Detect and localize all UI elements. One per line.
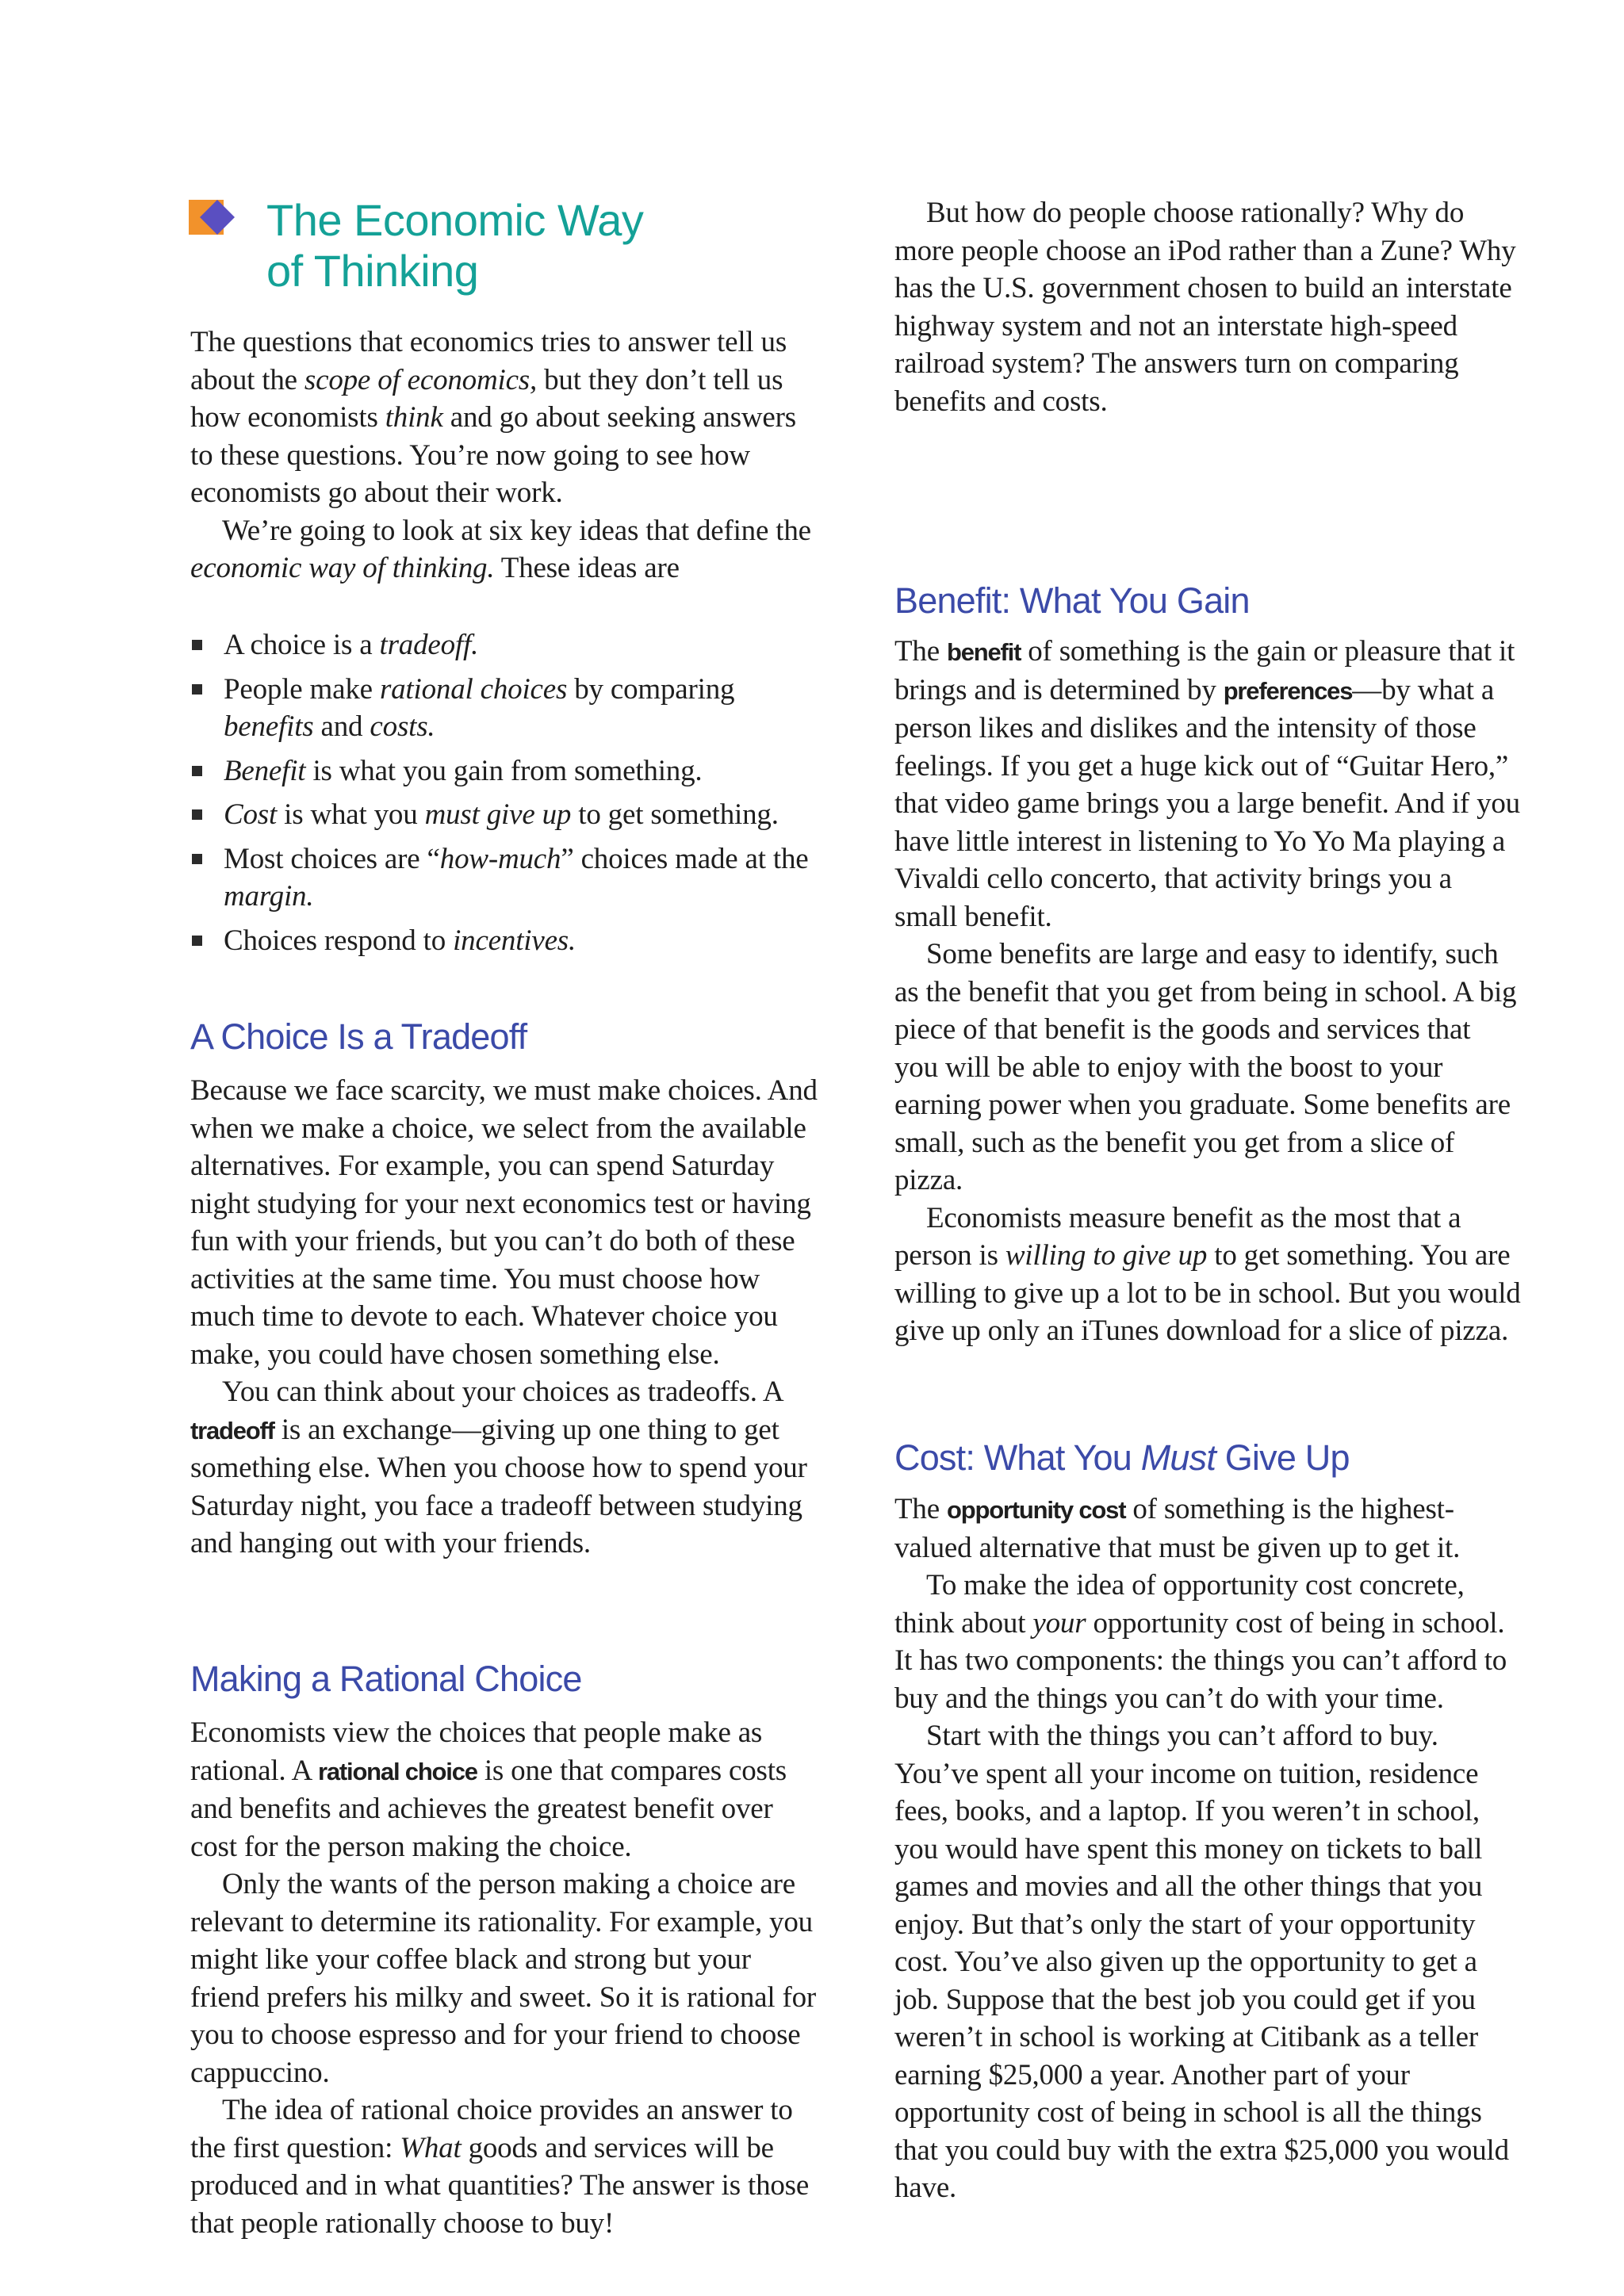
intro-paragraph-1: The questions that economics tries to answer tell us about the scope of economics, but they don’t tell us how economists think and go about seeking answers to these questions. You’re now going to see how economists go about their work.: [190, 326, 796, 509]
heading-rational-choice: Making a Rational Choice: [190, 1659, 582, 1699]
list-item: People make rational choices by comparing benefits and costs.: [190, 671, 825, 746]
heading-benefit: Benefit: What You Gain: [894, 580, 1250, 621]
key-ideas-list: [190, 626, 825, 966]
bullet-icon: [192, 766, 202, 776]
key-term: opportunity cost: [946, 1496, 1126, 1524]
rational-paragraph-3: The idea of rational choice provides an answer to the first question: What goods and services will be produced and in what quantities? The answer is those that people rationally choose to buy!: [190, 2094, 810, 2240]
chapter-section-title: [266, 195, 643, 297]
key-term: benefit: [946, 638, 1021, 666]
list-item: Choices respond to incentives.: [190, 922, 825, 960]
cost-paragraph-1: The opportunity cost of something is the highest-valued alternative that must be given up to get it.: [894, 1493, 1461, 1564]
cost-paragraph-2: To make the idea of opportunity cost concrete, think about your opportunity cost of being in school. It has two components: the things you can’t afford to buy and the things you can’t do with your time.: [894, 1569, 1507, 1715]
rational-paragraph-4: But how do people choose rationally? Why do more people choose an iPod rather than a Zune? Why has the U.S. government chosen to build an interstate highway system and not an interstate high-speed railroad system? The answers turn on comparing benefits and costs.: [894, 197, 1516, 418]
title-line-2: of Thinking: [266, 246, 479, 296]
cost-text: [894, 1490, 1521, 2207]
key-term: rational choice: [318, 1757, 477, 1785]
cost-paragraph-3: Start with the things you can’t afford to buy. You’ve spent all your income on tuition, residence fees, books, and a laptop. If you weren’t in school, you would have spent this money on tickets to ball games and movies and all the other things that you enjoy. But that’s only the start of your opportunity cost. You’ve also given up the opportunity to get a job. Suppose that the best job you could get if you weren’t in school is working at Citibank as a teller earning $25,000 a year. Another part of your opportunity cost of being in school is all the things that you could buy with the extra $25,000 you would have.: [894, 1720, 1509, 2204]
tradeoff-paragraph-2: You can think about your choices as tradeoffs. A tradeoff is an exchange—giving up one thing to get something else. When you choose how to spend your Saturday night, you face a tradeoff between studying and hanging out with your friends.: [190, 1376, 807, 1559]
key-term: preferences: [1223, 676, 1353, 705]
title-line-1: The Economic Way: [266, 195, 644, 245]
bullet-icon: [192, 684, 202, 695]
bullet-icon: [192, 854, 202, 864]
bullet-icon: [192, 936, 202, 946]
heading-cost: Cost: What You Must Give Up: [894, 1437, 1350, 1478]
rational-paragraph-1: Economists view the choices that people make as rational. A rational choice is one that compares costs and benefits and achieves the greatest benefit over cost for the person making the choice.: [190, 1716, 787, 1863]
heading-tradeoff: A Choice Is a Tradeoff: [190, 1016, 527, 1057]
intro-paragraph-2: We’re going to look at six key ideas that define the economic way of thinking. These ideas are: [190, 514, 811, 584]
list-item: Cost is what you must give up to get something.: [190, 796, 825, 834]
rational-text-continued: [894, 194, 1521, 420]
bullet-icon: [192, 809, 202, 820]
rational-text: [190, 1714, 825, 2242]
benefit-paragraph-2: Some benefits are large and easy to identify, such as the benefit that you get from being in school. A big piece of that benefit is the goods and services that you will be able to enjoy with the boost to your earning power when you graduate. Some benefits are small, such as the benefit you get from a slice of pizza.: [894, 938, 1517, 1196]
benefit-text: [894, 633, 1521, 1350]
tradeoff-text: [190, 1072, 825, 1563]
section-marker-icon: [189, 195, 252, 243]
list-item: Most choices are “how-much” choices made at the margin.: [190, 840, 825, 916]
intro-text: [190, 323, 825, 587]
benefit-paragraph-3: Economists measure benefit as the most that a person is willing to give up to get something. You are willing to give up a lot to be in school. But you would give up only an iTunes download for a slice of pizza.: [894, 1201, 1521, 1347]
list-item: A choice is a tradeoff.: [190, 626, 825, 664]
bullet-icon: [192, 640, 202, 650]
tradeoff-paragraph-1: Because we face scarcity, we must make choices. And when we make a choice, we select from the available alternatives. For example, you can spend Saturday night studying for your next economics test or having fun with your friends, but you can’t do both of these activities at the same time. You must choose how much time to devote to each. Whatever choice you make, you could have chosen something else.: [190, 1074, 818, 1371]
list-item: Benefit is what you gain from something.: [190, 752, 825, 790]
key-term: tradeoff: [190, 1416, 274, 1445]
rational-paragraph-2: Only the wants of the person making a choice are relevant to determine its rationality. For example, you might like your coffee black and strong but your friend prefers his milky and sweet. So it is rational for you to choose espresso and for your friend to choose cappuccino.: [190, 1868, 817, 2089]
benefit-paragraph-1: The benefit of something is the gain or pleasure that it brings and is determined by preferences—by what a person likes and dislikes and the intensity of those feelings. If you get a huge kick out of “Guitar Hero,” that video game brings you a large benefit. And if you have little interest in listening to Yo Yo Ma playing a Vivaldi cello concerto, that activity brings you a small benefit.: [894, 635, 1520, 933]
